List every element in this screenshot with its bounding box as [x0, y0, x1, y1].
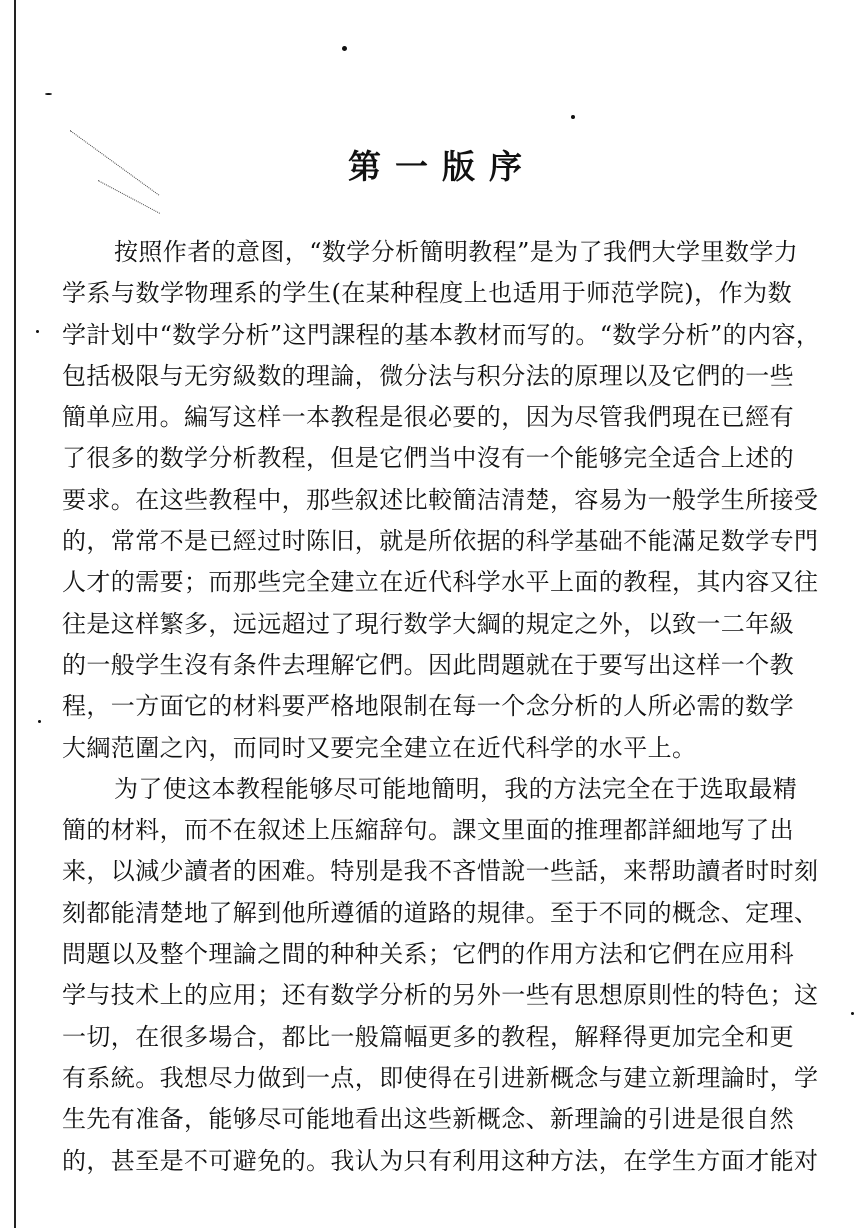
text-line: 有系統。我想尽力做到一点，即使得在引进新概念与建立新理論时，学	[62, 1063, 819, 1092]
scan-speck	[851, 1012, 854, 1015]
scan-speck	[342, 46, 347, 51]
text-line: 学系与数学物理系的学生(在某种程度上也适用于师范学院)，作为数	[62, 279, 792, 308]
text-line: 为了使这本教程能够尽可能地簡明，我的方法完全在于选取最精	[114, 774, 798, 803]
text-line: 的，甚至是不可避免的。我认为只有利用这种方法，在学生方面才能对	[62, 1146, 819, 1175]
scan-speck	[36, 330, 39, 333]
text-line: 大綱范圍之內，而同时又要完全建立在近代科学的水平上。	[62, 733, 697, 762]
text-line: 往是这样繁多，远远超过了現行数学大綱的規定之外，以致一二年級	[62, 609, 794, 638]
scan-speck	[38, 720, 41, 723]
text-line: 了很多的数学分析教程，但是它們当中沒有一个能够完全适合上述的	[62, 444, 794, 473]
text-line: 刻都能清楚地了解到他所遵循的道路的規律。至于不同的概念、定理、	[62, 898, 819, 927]
text-line: 簡单应用。編写这样一本教程是很必要的，因为尽管我們現在已經有	[62, 403, 794, 432]
paragraph-2	[62, 769, 819, 1182]
text-line: 按照作者的意图，“数学分析簡明教程”是为了我們大学里数学力	[114, 238, 799, 266]
scan-speck	[571, 115, 575, 119]
text-line: 人才的需要；而那些完全建立在近代科学水平上面的教程，其内容又往	[62, 568, 819, 597]
page-title: 第一版序	[348, 147, 536, 186]
text-line: 簡的材料，而不在叙述上压縮辞句。課文里面的推理都詳細地写了出	[62, 816, 794, 845]
text-line: 要求。在这些教程中，那些叙述比較簡洁清楚，容易为一般学生所接受	[62, 485, 819, 514]
text-line: 学与技术上的应用；还有数学分析的另外一些有思想原則性的特色；这	[62, 981, 819, 1010]
text-line: 的一般学生沒有条件去理解它們。因此問題就在于要写出这样一个教	[62, 650, 794, 679]
text-line: 的，常常不是已經过时陈旧，就是所依据的科学基础不能滿足数学专門	[62, 527, 819, 556]
text-line: 程，一方面它的材料要严格地限制在每一个念分析的人所必需的数学	[62, 692, 794, 721]
text-line: 生先有准备，能够尽可能地看出这些新概念、新理論的引进是很自然	[62, 1105, 794, 1134]
text-line: 包括极限与无穷級数的理論，微分法与积分法的原理以及它們的一些	[62, 361, 794, 390]
text-line: 問題以及整个理論之間的种种关系；它們的作用方法和它們在应用科	[62, 940, 794, 969]
text-line: 来，以減少讀者的困难。特別是我不吝惜說一些話，来帮助讀者时时刻	[62, 857, 819, 886]
scan-speck	[45, 93, 52, 95]
body-text	[62, 232, 821, 1182]
text-line: 学計划中“数学分析”这門課程的基本教材而写的。“数学分析”的内容，	[62, 320, 821, 349]
text-line: 一切，在很多場合，都比一般篇幅更多的教程，解释得更加完全和更	[62, 1022, 794, 1051]
paragraph-1	[62, 232, 821, 769]
